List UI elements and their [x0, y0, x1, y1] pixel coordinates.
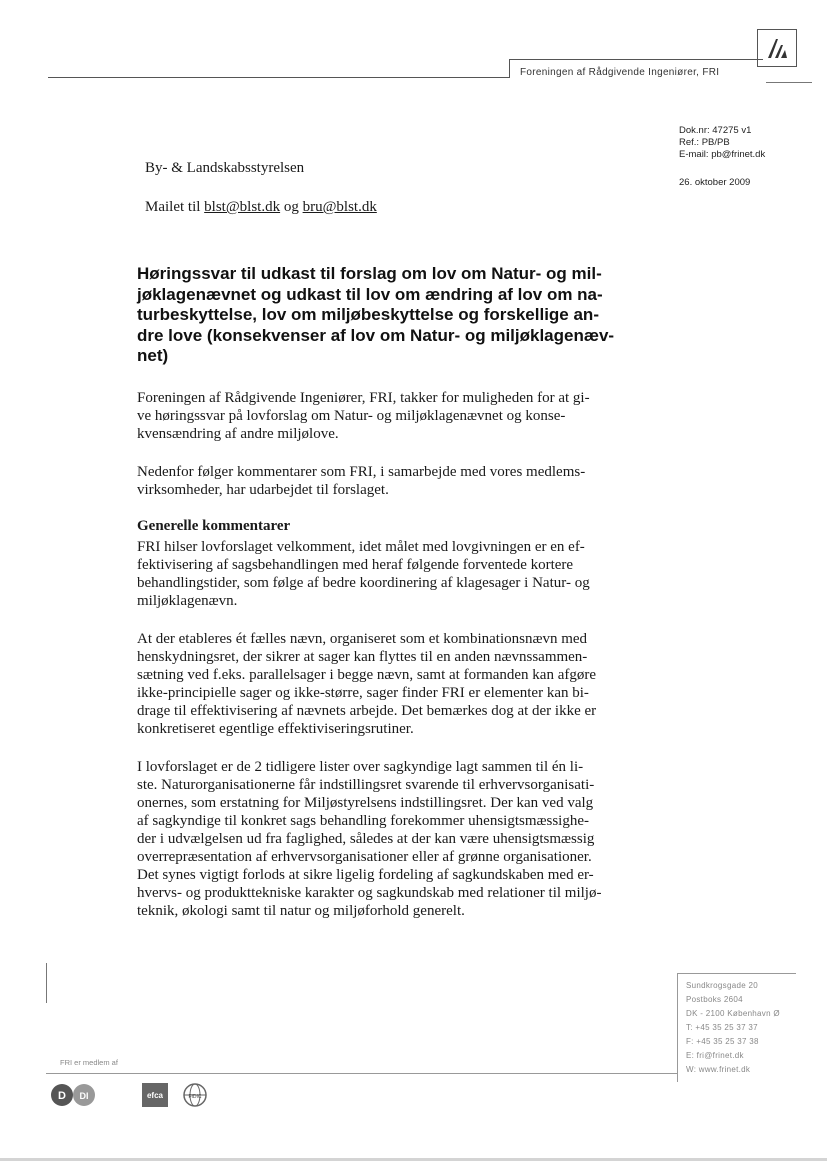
svg-text:FIDIC: FIDIC — [188, 1094, 202, 1100]
text-line: Nedenfor følger kommentarer som FRI, i samarbejde med vores medlems- — [137, 464, 586, 480]
text-line: fektivisering af sagsbehandlingen med heraf følgende forventede kortere — [137, 557, 574, 573]
address-city: DK - 2100 København Ø — [686, 1009, 780, 1018]
text-line: kvensændring af andre miljølove. — [137, 426, 339, 442]
d-badge-icon — [51, 1084, 73, 1106]
fri-logo-icon — [757, 29, 797, 67]
header-rule — [48, 77, 510, 78]
title-line: Høringssvar til udkast til forslag om lov om Natur- og mil- — [137, 264, 602, 283]
address-fax: F: +45 35 25 37 38 — [686, 1037, 759, 1046]
header-rule-top — [509, 59, 763, 60]
fidic-globe-icon — [184, 1084, 206, 1106]
text-line: drage til effektivisering af nævnets arbejde. Det bemærkes dog at der ikke er — [137, 703, 597, 719]
doc-email: E-mail: pb@frinet.dk — [679, 149, 766, 160]
text-line: ste. Naturorganisationerne får indstillingsret svarende til erhvervsorganisati- — [137, 777, 595, 793]
footer-rule — [46, 1073, 678, 1074]
text-line: der i udvælgelsen ud fra faglighed, således at der kan være uhensigtsmæssig — [137, 831, 595, 847]
email-link-blst[interactable]: blst@blst.dk — [204, 199, 281, 215]
text-line: Foreningen af Rådgivende Ingeniører, FRI, takker for muligheden for at gi- — [137, 390, 590, 406]
doc-reference: Ref.: PB/PB — [679, 137, 730, 148]
text-line: miljøklagenævn. — [137, 593, 238, 609]
text-line: teknik, økologi samt til natur og miljøforhold generelt. — [137, 903, 465, 919]
di-badge-icon — [73, 1084, 95, 1106]
text-line: onernes, som erstatning for Miljøstyrelsens indstillingsret. Der kan ved valg — [137, 795, 594, 811]
text-line: At der etableres ét fælles nævn, organiseret som et kombinationsnævn med — [137, 631, 588, 647]
section-heading: Generelle kommentarer — [137, 518, 291, 534]
text-line: hvervs- og produkttekniske karakter og sagkundskab med relationer til miljø- — [137, 885, 602, 901]
text-line: overrepræsentation af erhvervsorganisationer eller af grønne organisationer. — [137, 849, 592, 865]
text-line: I lovforslaget er de 2 tidligere lister over sagkyndige lagt sammen til én li- — [137, 759, 584, 775]
text-line: Det synes vigtigt forlods at sikre ligelig fordeling af sagkundskaben med er- — [137, 867, 594, 883]
paragraph-general-3 — [137, 758, 632, 920]
title-line: net) — [137, 346, 169, 365]
efca-badge-icon — [142, 1083, 168, 1107]
svg-text:efca: efca — [146, 1091, 164, 1100]
mailed-to-line — [145, 199, 377, 216]
address-street: Sundkrogsgade 20 — [686, 981, 758, 990]
document-title — [137, 264, 642, 367]
svg-text:DI: DI — [79, 1091, 89, 1101]
text-line: FRI hilser lovforslaget velkomment, idet målet med lovgivningen er en ef- — [137, 539, 585, 555]
title-line: dre love (konsekvenser af lov om Natur- og miljøklagenæv- — [137, 325, 615, 345]
paragraph-general-1 — [137, 538, 632, 610]
doc-number: Dok.nr: 47275 v1 — [679, 125, 752, 136]
paragraph-intro — [137, 389, 632, 443]
paragraph-following — [137, 463, 632, 499]
paragraph-general-2 — [137, 630, 632, 738]
header-rule-divider — [509, 60, 510, 78]
member-of-label: FRI er medlem af — [60, 1058, 118, 1067]
address-phone: T: +45 35 25 37 37 — [686, 1023, 758, 1032]
text-line: ikke-principielle sager og ikke-større, sager finder FRI er elementer kan bi- — [137, 685, 589, 701]
text-line: ve høringssvar på lovforslag om Natur- og miljøklagenævnet og konse- — [137, 408, 566, 424]
membership-badges — [50, 1080, 220, 1110]
text-line: behandlingstider, som følge af bedre koordinering af klagesager i Natur- og — [137, 575, 590, 591]
title-line: jøklagenævnet og udkast til lov om ændring af lov om na- — [137, 284, 603, 304]
scan-bottom-edge — [0, 1158, 827, 1161]
text-line: sætning ved f.eks. parallelsager i begge nævn, samt at formanden kan afgøre — [137, 667, 597, 683]
text-line: konkretiseret egentlige effektiviseringsrutiner. — [137, 721, 414, 737]
title-line: turbeskyttelse, lov om miljøbeskyttelse og forskellige an- — [137, 305, 599, 324]
email-link-bru[interactable]: bru@blst.dk — [302, 199, 377, 215]
recipient-name: By- & Landskabsstyrelsen — [145, 160, 305, 176]
footer-rule-left — [46, 963, 47, 1003]
text-line: virksomheder, har udarbejdet til forslaget. — [137, 482, 389, 498]
doc-date: 26. oktober 2009 — [679, 177, 751, 188]
address-pobox: Postboks 2604 — [686, 995, 743, 1004]
mailed-prefix: Mailet til — [145, 199, 201, 215]
header-org-name: Foreningen af Rådgivende Ingeniører, FRI — [520, 67, 720, 78]
text-line: henskydningsret, der sikrer at sager kan flyttes til en anden nævnssammen- — [137, 649, 588, 665]
svg-text:D: D — [58, 1090, 66, 1102]
address-web: W: www.frinet.dk — [686, 1065, 751, 1074]
address-email: E: fri@frinet.dk — [686, 1051, 744, 1060]
header-rule-far — [766, 82, 812, 83]
text-line: af sagkyndige til konkret sags behandling forekommer uhensigtsmæssighe- — [137, 813, 589, 829]
mailed-and: og — [283, 199, 299, 215]
